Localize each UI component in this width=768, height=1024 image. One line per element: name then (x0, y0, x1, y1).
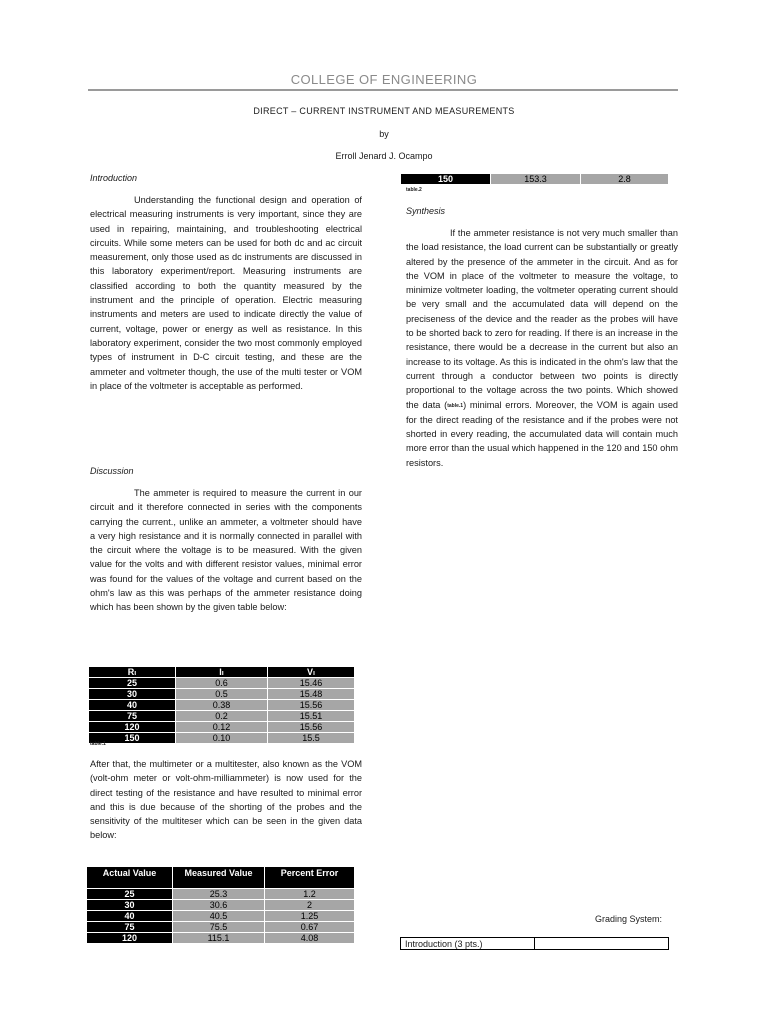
table-row (87, 911, 355, 922)
table-cell: 4.08 (265, 933, 355, 944)
table-cell: 40 (89, 700, 176, 711)
column-header: Iₗ (176, 667, 268, 678)
synthesis-paragraph (406, 226, 678, 470)
table-2-caption: table.2 (406, 187, 422, 193)
table-row (89, 733, 355, 744)
table-cell: 115.1 (173, 933, 265, 944)
table-cell: 40 (87, 911, 173, 922)
table-cell: 15.5 (268, 733, 355, 744)
table-cell: 75.5 (173, 922, 265, 933)
grading-system-label: Grading System: (595, 914, 663, 924)
synthesis-text-part-2: ) minimal errors. Moreover, the VOM is again used for the direct reading of the resistance and if the probes were not shorted in every reading, the accumulated data will contain much more error than the usual which happened in the 120 and 150 ohm resistors. (406, 399, 678, 468)
discussion-heading: Discussion (90, 466, 134, 476)
table-cell: 15.56 (268, 700, 355, 711)
document-title: DIRECT – CURRENT INSTRUMENT AND MEASUREMENTS (253, 106, 515, 116)
table-row (89, 711, 355, 722)
table-cell: 0.12 (176, 722, 268, 733)
table-cell: 75 (89, 711, 176, 722)
table-cell: 120 (87, 933, 173, 944)
table-row (89, 700, 355, 711)
table-row (87, 922, 355, 933)
table-row (89, 689, 355, 700)
table-row (89, 722, 355, 733)
table-cell: 0.10 (176, 733, 268, 744)
table-cell: 2.8 (581, 174, 669, 185)
table-cell: 0.2 (176, 711, 268, 722)
table-cell: 30 (87, 900, 173, 911)
table-cell: 25 (89, 678, 176, 689)
measured-value-error-table-continued (400, 173, 669, 185)
table-row (87, 933, 355, 944)
table-cell: 120 (89, 722, 176, 733)
byline: by (379, 129, 389, 139)
table-cell: 15.48 (268, 689, 355, 700)
table-cell: 153.3 (491, 174, 581, 185)
resistance-current-voltage-table (88, 666, 355, 744)
table-cell: 1.2 (265, 889, 355, 900)
table-cell: 25 (87, 889, 173, 900)
table-row (401, 174, 669, 185)
synthesis-heading: Synthesis (406, 206, 446, 216)
table-cell: 75 (87, 922, 173, 933)
header-divider (88, 89, 678, 91)
introduction-heading: Introduction (90, 173, 138, 183)
grading-score (535, 938, 669, 950)
column-header: Actual Value (87, 867, 173, 889)
discussion-paragraph-1: The ammeter is required to measure the current in our circuit and it therefore connected in series with the components carrying the current., unlike an ammeter, a voltmeter should have a very high resistance and it is normally connected in parallel with the circuit where the voltage is to be measured. With the given value for the volts and with different resistor values, minimal error was found for the values of the voltage and current based on the ohm's law as this was perhaps of the ammeter resistance doing which has been shown by the given table below: (90, 488, 362, 613)
table-row (89, 678, 355, 689)
column-header: Rₗ (89, 667, 176, 678)
table-cell: 0.6 (176, 678, 268, 689)
table-1-caption: table.1 (90, 741, 106, 747)
institution-header: COLLEGE OF ENGINEERING (290, 72, 478, 87)
author-name: Erroll Jenard J. Ocampo (335, 151, 433, 161)
column-header: Percent Error (265, 867, 355, 889)
measured-value-error-table (86, 866, 355, 944)
table-cell: 1.25 (265, 911, 355, 922)
introduction-paragraph: Understanding the functional design and operation of electrical measuring instruments is very important, since they are used in repairing, maintaining, and troubleshooting electrical circuits. While some meters can be used for both dc and ac circuit measurement, only those used as dc instruments are discussed in this laboratory experiment/report. Measuring instruments are classified according to both the quantity measured by the instrument and the principle of operation. Electric measuring instruments and meters are used to indicate directly the value of current, voltage, power or energy as well as resistance. In this laboratory experiment, consider the two most commonly employed types of instrument in D-C circuit testing, and these are the ammeter and voltmeter though, the use of the multi tester or VOM in place of the voltmeter is acceptable as performed. (90, 195, 362, 391)
table-cell: 0.38 (176, 700, 268, 711)
table-cell: 30.6 (173, 900, 265, 911)
table-cell: 15.56 (268, 722, 355, 733)
discussion-paragraph-2: After that, the multimeter or a multitester, also known as the VOM (volt-ohm meter or volt-ohm-milliammeter) is now used for the direct testing of the resistance and have resulted to minimal error and this is due because of the shorting of the probes and the sensitivity of the multiteser which can be seen in the given data below: (90, 759, 362, 841)
table-cell: 15.51 (268, 711, 355, 722)
grading-criterion: Introduction (3 pts.) (401, 938, 535, 950)
table-row (87, 900, 355, 911)
table-cell: 25.3 (173, 889, 265, 900)
table-cell: 40.5 (173, 911, 265, 922)
table-cell: 150 (401, 174, 491, 185)
table-cell: 15.46 (268, 678, 355, 689)
table-cell: 0.67 (265, 922, 355, 933)
column-header: Measured Value (173, 867, 265, 889)
table-cell: 150 (89, 733, 176, 744)
grading-table (400, 937, 669, 950)
table-row (87, 889, 355, 900)
table-reference: table.1 (447, 402, 464, 409)
table-cell: 30 (89, 689, 176, 700)
table-cell: 2 (265, 900, 355, 911)
table-cell: 0.5 (176, 689, 268, 700)
grading-row (401, 938, 669, 950)
synthesis-text-part-1: If the ammeter resistance is not very much smaller than the load resistance, the load current can be substantially or greatly altered by the presence of the ammeter in the circuit. And as for the VOM in place of the voltmeter to measure the voltage, to minimize voltmeter loading, the voltmeter operating current should be very small and the accumulated data will depend on the preciseness of the device and the reader as the probes will have to be shorted back to zero for reading. If there is an increase in the resistance, there would be a decrease in the current but also an increase to its voltage. As this is indicated in the ohm's law that the current through a conductor between two points is directly proportional to the voltage across the two points. Which showed the data ( (406, 228, 678, 410)
column-header: Vₗ (268, 667, 355, 678)
